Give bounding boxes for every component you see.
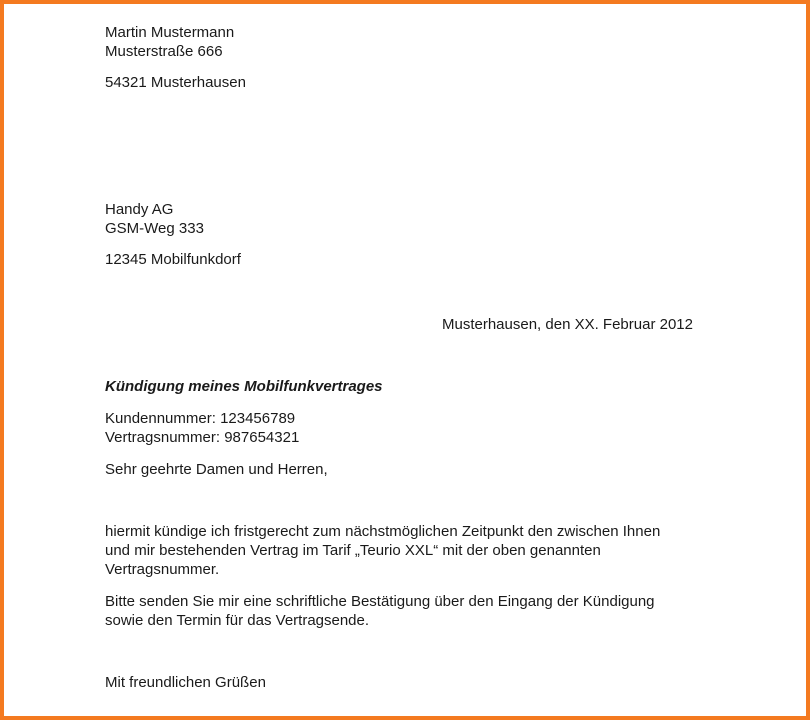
sender-street: Musterstraße 666 [105,43,223,60]
contract-number: Vertragsnummer: 987654321 [105,429,300,446]
sender-city-block [105,73,246,92]
paragraph-line: Bitte senden Sie mir eine schriftliche Bestätigung über den Eingang der Kündigung [105,593,655,610]
sender-name: Martin Mustermann [105,24,235,41]
recipient-city: 12345 Mobilfunkdorf [105,251,241,268]
body-paragraph-1 [105,522,660,579]
sender-address [105,23,234,61]
recipient-address [105,200,204,238]
paragraph-line: und mir bestehenden Vertrag im Tarif „Teurio XXL“ mit der oben genannten [105,542,601,559]
body-paragraph-2 [105,592,655,630]
recipient-name: Handy AG [105,201,174,218]
paragraph-line: sowie den Termin für das Vertragsende. [105,612,370,629]
customer-number: Kundennummer: 123456789 [105,410,296,427]
date-line: Musterhausen, den XX. Februar 2012 [442,316,693,333]
paragraph-line: Vertragsnummer. [105,561,220,578]
recipient-city-block [105,250,241,269]
salutation: Sehr geehrte Damen und Herren, [105,461,328,478]
subject-line: Kündigung meines Mobilfunkvertrages [105,378,383,395]
recipient-street: GSM-Weg 333 [105,220,204,237]
sender-city: 54321 Musterhausen [105,74,246,91]
reference-numbers [105,409,299,447]
closing-phrase: Mit freundlichen Grüßen [105,674,266,691]
paragraph-line: hiermit kündige ich fristgerecht zum nächstmöglichen Zeitpunkt den zwischen Ihnen [105,523,661,540]
